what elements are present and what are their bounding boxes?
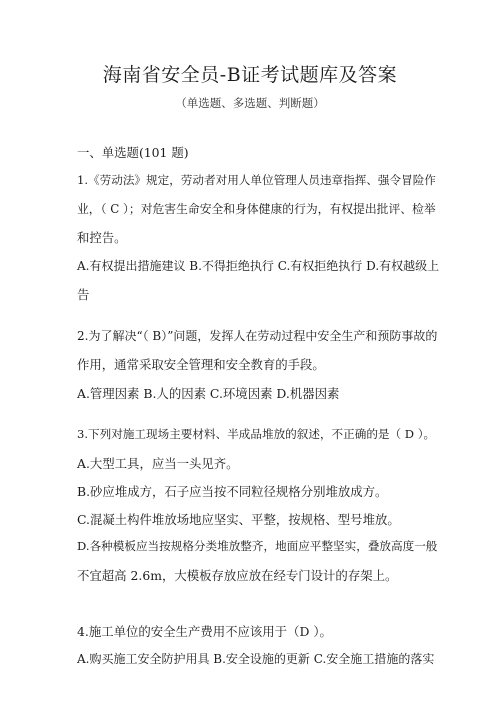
document-title: 海南省安全员-B证考试题库及答案: [102, 64, 398, 86]
question-stem-line: 1.《劳动法》规定，劳动者对用人单位管理人员违章指挥、强令冒险作: [77, 173, 436, 187]
question-options-line: A.购买施工安全防护用具 B.安全设施的更新 C.安全施工措施的落实: [77, 652, 435, 666]
question-option-line: B.砂应堆成方，石子应当按不同粒径规格分别堆放成方。: [77, 484, 388, 499]
question-option-line: D.各种模板应当按规格分类堆放整齐，地面应平整坚实，叠放高度一般: [77, 539, 438, 553]
section-heading: 一、单选题(101 题): [77, 145, 189, 160]
question-option-line: 不宜超高 2.6m，大模板存放应放在经专门设计的存架上。: [77, 568, 398, 583]
question-options-line: 告: [77, 287, 90, 302]
question-stem-line: 2.为了解决“（ B）”问题，发挥人在劳动过程中安全生产和预防事故的: [77, 329, 438, 343]
question-stem-line: 作用，通常采取安全管理和安全教育的手段。: [77, 357, 325, 372]
question-option-line: C.混凝土构件堆放场地应坚实、平整，按规格、型号堆放。: [77, 512, 400, 527]
question-option-line: A.大型工具，应当一头见齐。: [77, 456, 239, 471]
question-stem-line: 业，（ C ）；对危害生命安全和身体健康的行为，有权提出批评、检举: [77, 202, 436, 216]
question-stem-line: 4.施工单位的安全生产费用不应该用于（D ）。: [77, 624, 332, 639]
document-subtitle: （单选题、多选题、判断题）: [175, 96, 325, 110]
question-stem-line: 3.下列对施工现场主要材料、半成品堆放的叙述，不正确的是（ D ）。: [77, 427, 436, 441]
question-options-line: A.管理因素 B.人的因素 C.环境因素 D.机器因素: [77, 386, 340, 401]
question-options-line: A.有权提出措施建议 B.不得拒绝执行 C.有权拒绝执行 D.有权越级上: [77, 259, 440, 273]
question-stem-line: 和控告。: [77, 230, 127, 245]
